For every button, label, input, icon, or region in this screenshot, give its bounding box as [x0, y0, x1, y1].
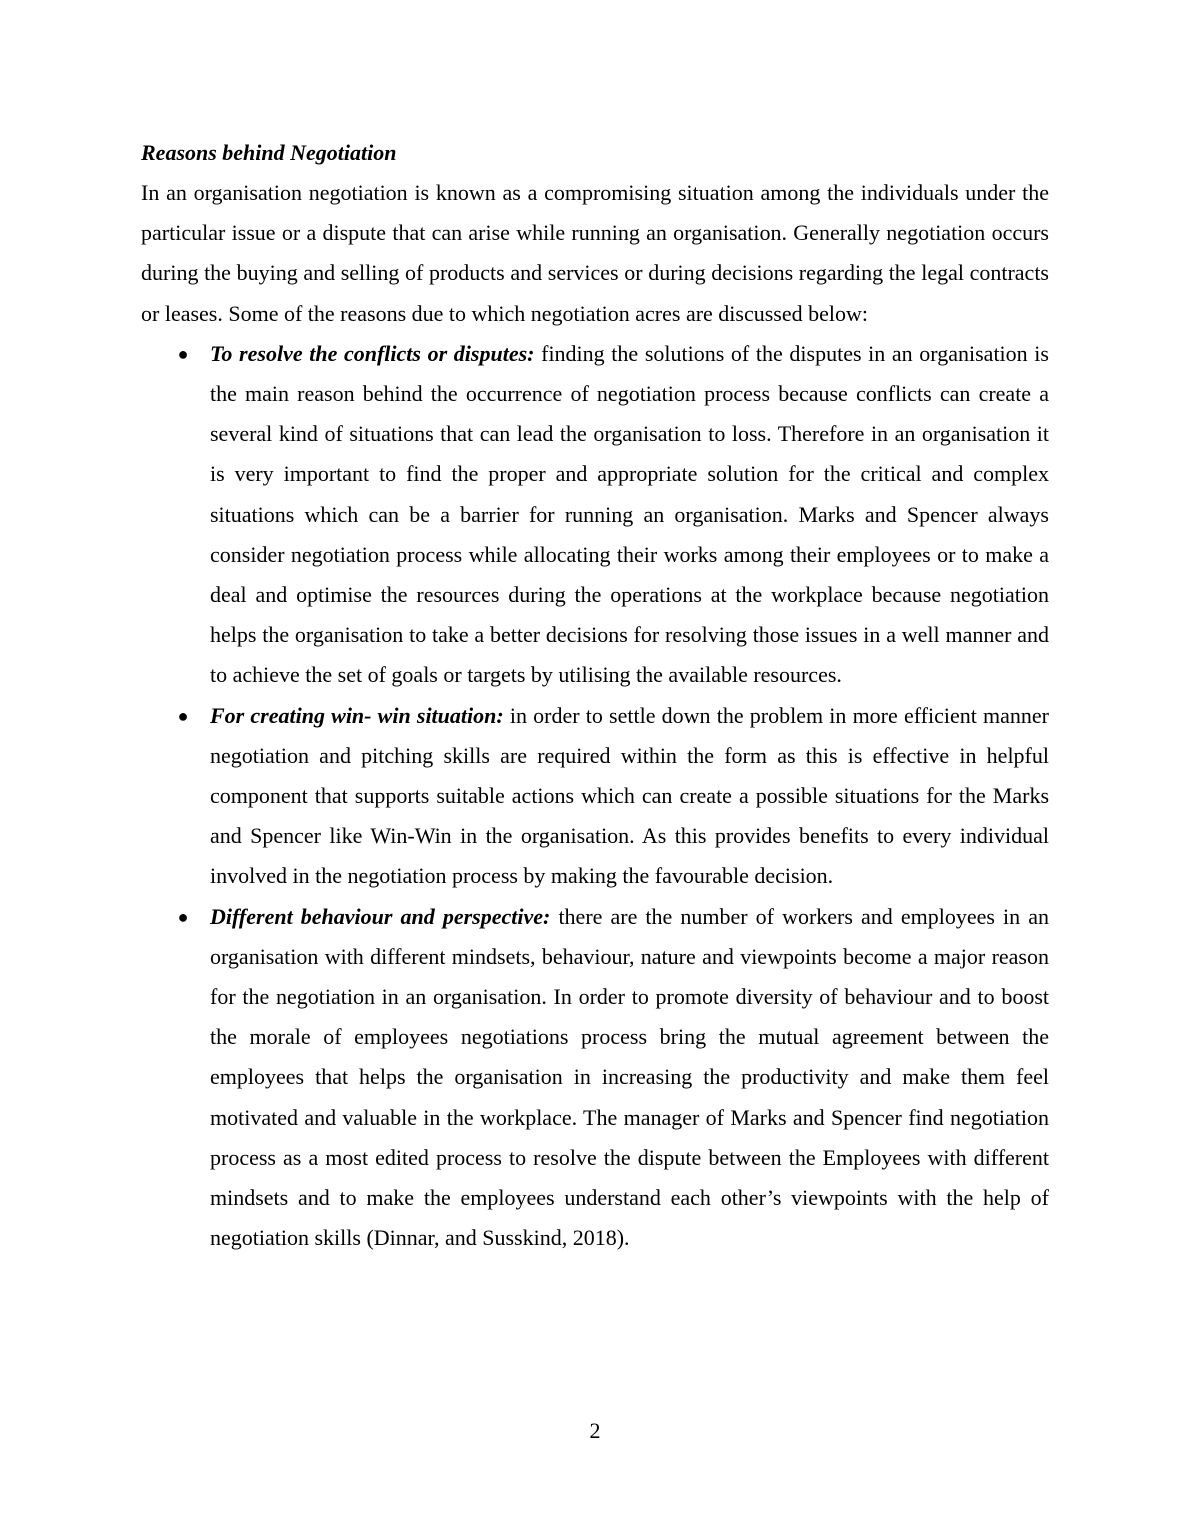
list-item — [141, 897, 1049, 1259]
list-item-lead: To resolve the conflicts or disputes: — [210, 340, 535, 366]
list-item-lead: For creating win- win situation: — [210, 702, 504, 728]
list-item-text: in order to settle down the problem in more efficient manner negotiation and pitching skills are required within the form as this is effective in helpful component that supports suitable actions which can create a possible situations for the Marks and Spencer like Win-Win in the organisation. As this provides benefits to every individual involved in the negotiation process by making the favourable decision. — [210, 702, 1049, 889]
list-item-lead: Different behaviour and perspective: — [210, 903, 551, 929]
list-item-text: finding the solutions of the disputes in an organisation is the main reason behind the occurrence of negotiation process because conflicts can create a several kind of situations that can lead the organisation to loss. Therefore in an organisation it is very important to find the proper and appropriate solution for the critical and complex situations which can be a barrier for running an organisation. Marks and Spencer always consider negotiation process while allocating their works among their employees or to make a deal and optimise the resources during the operations at the workplace because negotiation helps the organisation to take a better decisions for resolving those issues in a well manner and to achieve the set of goals or targets by utilising the available resources. — [210, 340, 1049, 688]
intro-paragraph: In an organisation negotiation is known as a compromising situation among the individuals under the particular issue or a dispute that can arise while running an organisation. Generally negotiation occurs during the buying and selling of products and services or during decisions regarding the legal contracts or leases. Some of the reasons due to which negotiation acres are discussed below: — [141, 180, 1049, 326]
page-content — [141, 133, 1049, 1258]
bullet-icon: ● — [177, 343, 189, 364]
list-item — [141, 696, 1049, 897]
list-item — [141, 334, 1049, 696]
section-heading: Reasons behind Negotiation — [141, 140, 397, 165]
list-item-text: there are the number of workers and employees in an organisation with different mindsets, behaviour, nature and viewpoints become a major reason for the negotiation in an organisation. In order to promote diversity of behaviour and to boost the morale of employees negotiations process bring the mutual agreement between the employees that helps the organisation in increasing the productivity and make them feel motivated and valuable in the workplace. The manager of Marks and Spencer find negotiation process as a most edited process to resolve the dispute between the Employees with different mindsets and to make the employees understand each other’s viewpoints with the help of negotiation skills (Dinnar, and Susskind, 2018). — [210, 903, 1049, 1251]
bullet-icon: ● — [177, 906, 189, 927]
bullet-icon: ● — [177, 705, 189, 726]
page-number: 2 — [589, 1418, 601, 1443]
reasons-list — [141, 334, 1049, 1259]
